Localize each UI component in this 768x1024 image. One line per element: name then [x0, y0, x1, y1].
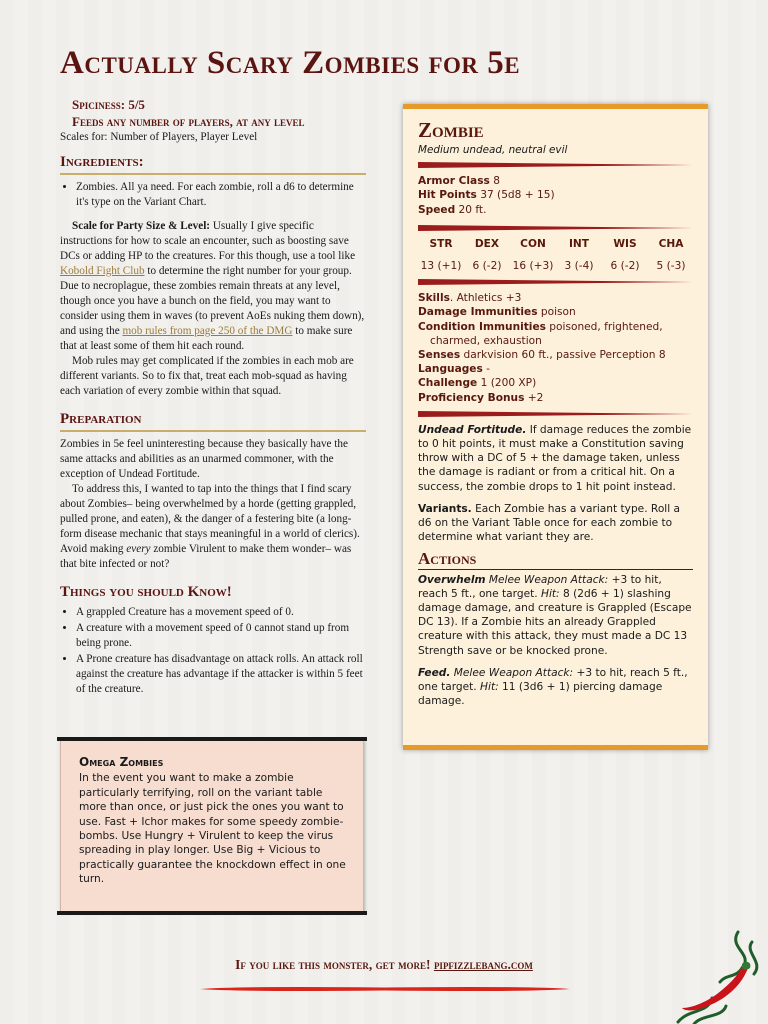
omega-heading: Omega Zombies	[79, 755, 164, 769]
footer-text: If you like this monster, get more!	[235, 957, 434, 972]
spiciness-rating: Spiciness: 5/5	[72, 97, 145, 112]
ingredients-list	[60, 180, 366, 210]
scale-paragraph	[60, 219, 366, 354]
hit-points: Hit Points 37 (5d8 + 15)	[418, 189, 555, 202]
ability-dex: DEX 6 (-2)	[472, 237, 502, 273]
scale-label: Scale for Party Size & Level:	[72, 220, 211, 232]
kobold-fight-club-link[interactable]: Kobold Fight Club	[60, 265, 145, 277]
scales-line: Scales for: Number of Players, Player Level	[60, 131, 258, 143]
scale-text-2: to determine the right number for your group. Due to necroplague, these zombies remain threats at any level, though once you have a bunch on the field, you may want to consider using them in waves (to prevent AoEs nuking them down), and using the	[60, 265, 365, 337]
challenge: Challenge 1 (200 XP)	[418, 377, 537, 390]
zombie-statblock	[403, 104, 708, 750]
monster-type: Medium undead, neutral evil	[418, 144, 568, 156]
senses: Senses darkvision 60 ft., passive Perception 8	[418, 349, 666, 362]
ability-str: STR 13 (+1)	[420, 237, 462, 273]
proficiency-bonus: Proficiency Bonus +2	[418, 391, 544, 404]
left-column	[60, 96, 366, 698]
actions-heading: Actions	[418, 552, 693, 569]
mob-rules-paragraph: Mob rules may get complicated if the zombies in each mob are different variants. So to fix that, treat each mob-squad as having each variation of every zombie within that squad.	[60, 355, 354, 397]
divider	[418, 225, 693, 231]
ability-cha: CHA 5 (-3)	[656, 237, 686, 273]
undead-fortitude: Undead Fortitude. If damage reduces the zombie to 0 hit points, it must make a Constitution saving throw with a DC of 5 + the damage taken, unless the damage is radiant or from a critical hit. On a success, the zombie drops to 1 hit point instead.	[418, 423, 692, 493]
skills: Skills. Athletics +3	[418, 292, 522, 305]
divider	[418, 162, 693, 168]
divider	[418, 411, 693, 417]
chili-pepper-icon	[668, 928, 768, 1024]
prep-emphasis: every	[126, 543, 151, 555]
preparation-heading: Preparation	[60, 410, 366, 432]
ability-con: CON 16 (+3)	[512, 237, 554, 273]
preparation-paragraph-1: Zombies in 5e feel uninteresting because they basically have the same attacks and abilities as an unarmed commoner, with the exception of Undead Fortitude.	[60, 438, 348, 480]
feeds-line: Feeds any number of players, at any level	[72, 114, 305, 129]
callout-bottom-border	[57, 911, 367, 915]
list-item: • A grappled Creature has a movement speed of 0.	[76, 605, 366, 620]
feed-action: Feed. Melee Weapon Attack: +3 to hit, reach 5 ft., one target. Hit: 11 (3d6 + 1) piercing damage damage.	[418, 666, 688, 708]
list-item: • A creature with a movement speed of 0 cannot stand up from being prone.	[76, 621, 366, 651]
speed: Speed 20 ft.	[418, 203, 487, 216]
footer-brush-rule	[200, 986, 570, 992]
prep-text-b: zombie Virulent to make them wonder– was that bite infected or not?	[60, 543, 352, 570]
languages: Languages -	[418, 363, 490, 376]
page-title: Actually Scary Zombies for 5e	[60, 45, 521, 81]
know-list	[60, 605, 366, 697]
footer	[60, 957, 708, 973]
preparation-paragraph-2	[60, 482, 366, 572]
list-item: • Zombies. All ya need. For each zombie, roll a d6 to determine it's type on the Variant Chart.	[76, 180, 366, 210]
ability-scores	[418, 237, 693, 273]
omega-text: In the event you want to make a zombie particularly terrifying, roll on the variant table more than once, or just pick the ones you want to use. Fast + Ichor makes for some speedy zombie-bombs. Use Hungry + Virulent to keep the virus spreading in play longer. Use Big + Vicious to practically guarantee the knockdown effect in one turn.	[79, 772, 346, 886]
armor-class: Armor Class 8	[418, 175, 500, 188]
callout-top-border	[57, 737, 367, 741]
divider	[418, 279, 693, 285]
ability-int: INT 3 (-4)	[564, 237, 594, 273]
variants-trait: Variants. Each Zombie has a variant type. Roll a d6 on the Variant Table once for each zombie to determine what variant they are.	[418, 502, 681, 544]
overwhelm-action: Overwhelm Melee Weapon Attack: +3 to hit, reach 5 ft., one target. Hit: 8 (2d6 + 1) slashing damage damage, and creature is Grappled (Escape DC 13). If a Zombie hits an already Grappled creature with this attack, they must made a DC 13 Strength save or be knocked prone.	[418, 573, 692, 657]
dmg-mob-rules-link[interactable]: mob rules from page 250 of the DMG	[122, 325, 293, 337]
omega-zombies-callout	[60, 740, 364, 912]
list-item: • A Prone creature has disadvantage on attack rolls. An attack roll against the creature has advantage if the attacker is within 5 feet of the creature.	[76, 652, 366, 697]
damage-immunities: Damage Immunities poison	[418, 306, 576, 319]
prep-text-a: To address this, I wanted to tap into the things that I find scary about Zombies– being overwhelmed by a horde (getting grappled, pulled prone, and eaten), & the danger of a festering bite (a long-form disease mechanic that stays meaningful in a world of clerics). Avoid making	[60, 483, 360, 555]
scale-text-3: to make sure that at least some of them hit each round.	[60, 325, 353, 352]
footer-link[interactable]: pipfizzlebang.com	[433, 957, 533, 972]
condition-immunities: Condition Immunities poisoned, frightened, charmed, exhaustion	[418, 320, 663, 347]
know-heading: Things you should Know!	[60, 584, 232, 600]
ability-wis: WIS 6 (-2)	[610, 237, 640, 273]
ingredients-heading: Ingredients:	[60, 153, 366, 175]
monster-name: Zombie	[418, 118, 484, 142]
scale-text-1: Usually I give specific instructions for how to scale an encounter, such as boosting save DCs or adding HP to the creatures. For this though, use a tool like	[60, 220, 356, 262]
